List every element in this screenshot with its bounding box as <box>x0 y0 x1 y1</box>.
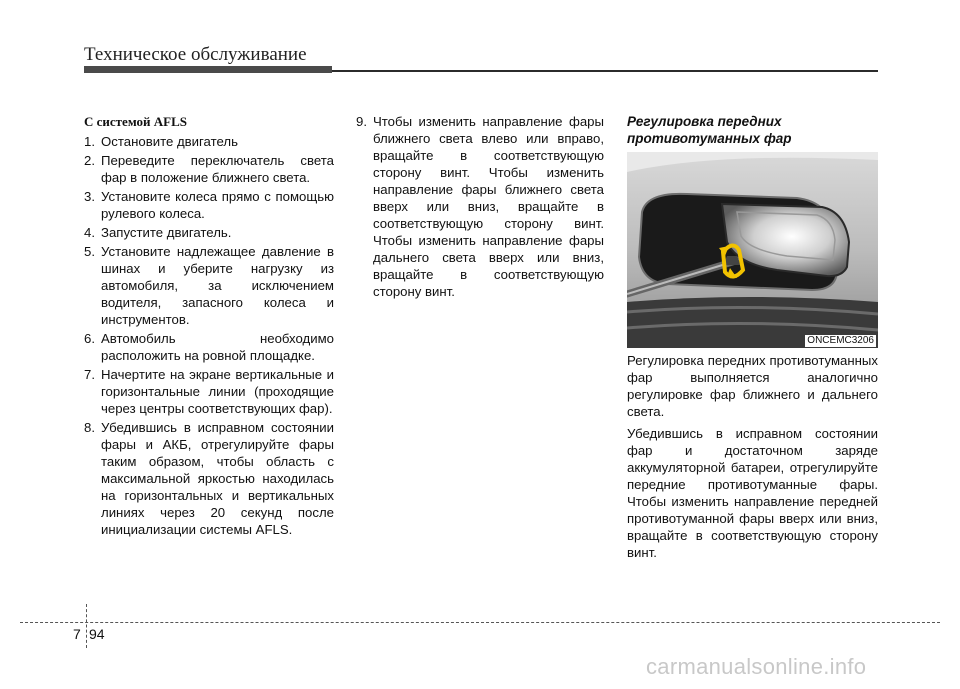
step-number: 5. <box>84 244 95 259</box>
step-text: Установите надлежащее давление в шинах и уберите нагрузку из автомобиля, за исключением водителя, запасного колеса и инструментов. <box>101 244 334 327</box>
right-column-heading <box>627 113 878 147</box>
fog-lamp-heading: Регулировка передних противотуманных фар <box>627 114 792 146</box>
fog-lamp-illustration <box>627 152 878 348</box>
step-text: Запустите двигатель. <box>101 225 232 240</box>
list-item <box>84 152 334 186</box>
steps-list-continued <box>356 113 604 300</box>
list-item <box>84 224 334 241</box>
chapter-number: 7 <box>73 626 81 642</box>
page-number: 94 <box>89 626 105 642</box>
header-bar <box>84 66 332 73</box>
header-title: Техническое обслуживание <box>84 44 307 65</box>
step-number: 6. <box>84 331 95 346</box>
step-number: 7. <box>84 367 95 382</box>
footer-dashed-rule <box>20 622 940 623</box>
right-column-body <box>627 352 878 566</box>
step-number: 8. <box>84 420 95 435</box>
step-number: 9. <box>356 114 367 129</box>
paragraph-fog-lamp-adjust: Убедившись в исправном состоянии фар и достаточном заряде аккумуляторной батареи, отрегулируйте передние противотуманные фары. Чтобы изменить направление передней противотуманной фары вверх или вниз, вращайте в соответствующую сторону винт. <box>627 426 878 560</box>
step-text: Автомобиль необходимо расположить на ровной площадке. <box>101 331 334 363</box>
step-text: Переведите переключатель света фар в положение ближнего света. <box>101 153 334 185</box>
step-text: Убедившись в исправном состоянии фары и АКБ, отрегулируйте фары таким образом, чтобы область с максимальной яркостью находилась на горизонтальных и вертикальных линиях через 20 секунд после инициализации системы AFLS. <box>101 420 334 537</box>
step-number: 3. <box>84 189 95 204</box>
watermark: carmanualsonline.info <box>646 654 867 679</box>
middle-column <box>356 113 604 302</box>
left-column <box>84 113 334 540</box>
image-code-label: ONCEMC3206 <box>807 335 874 346</box>
section-heading-afls: С системой AFLS <box>84 114 187 129</box>
step-text: Чтобы изменить направление фары ближнего света влево или вправо, вращайте в соответствующую сторону винт. Чтобы изменить направление фары ближнего света вверх или вниз, вращайте в соответствующую сторону винт. Чтобы изменить направление фары дальнего света вверх или вниз, вращайте в соответствующую сторону винт. <box>373 114 604 299</box>
list-item <box>84 243 334 328</box>
list-item <box>356 113 604 300</box>
list-item <box>84 330 334 364</box>
paragraph-fog-lamp-intro: Регулировка передних противотуманных фар выполняется аналогично регулировке фар ближнего и дальнего света. <box>627 353 878 419</box>
list-item <box>84 133 334 150</box>
step-number: 4. <box>84 225 95 240</box>
list-item <box>84 366 334 417</box>
steps-list <box>84 133 334 538</box>
list-item <box>84 188 334 222</box>
fog-lamp-photo <box>627 152 878 348</box>
step-text: Установите колеса прямо с помощью рулевого колеса. <box>101 189 334 221</box>
step-text: Остановите двигатель <box>101 134 238 149</box>
list-item <box>84 419 334 538</box>
footer-page-divider <box>86 604 87 648</box>
step-text: Начертите на экране вертикальные и горизонтальные линии (проходящие через центры соответствующих фар). <box>101 367 334 416</box>
step-number: 1. <box>84 134 95 149</box>
header-rule <box>332 70 878 72</box>
step-number: 2. <box>84 153 95 168</box>
